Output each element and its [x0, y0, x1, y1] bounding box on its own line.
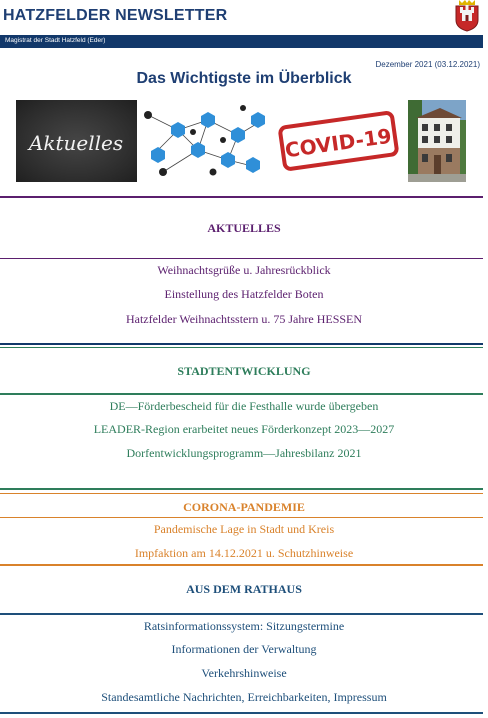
divider-orange-bottom [0, 564, 483, 566]
network-icons-image [138, 100, 271, 182]
header-subtitle: Magistrat der Stadt Hatzfeld (Eder) [5, 37, 106, 44]
link-aktuelles-1[interactable]: Weihnachtsgrüße u. Jahresrückblick [157, 263, 331, 277]
town-crest-icon [453, 0, 481, 32]
headline: Das Wichtigste im Überblick [136, 70, 352, 87]
divider-blue-bottom [0, 712, 483, 714]
section-title-corona: CORONA-PANDEMIE [183, 500, 305, 514]
link-stadtentwicklung-1[interactable]: DE—Förderbescheid für die Festhalle wurde übergeben [109, 399, 379, 413]
link-aktuelles-2[interactable]: Einstellung des Hatzfelder Boten [164, 287, 324, 301]
section-title-rathaus: AUS DEM RATHAUS [186, 582, 302, 596]
divider-green-top [0, 347, 483, 348]
link-stadtentwicklung-2[interactable]: LEADER-Region erarbeitet neues Förderkonzept 2023—2027 [93, 422, 395, 436]
divider-purple [0, 258, 483, 259]
link-corona-2[interactable]: Impfaktion am 14.12.2021 u. Schutzhinweise [134, 546, 354, 560]
link-aktuelles-3[interactable]: Hatzfelder Weihnachtsstern u. 75 Jahre HESSEN [125, 312, 363, 326]
divider-purple-top [0, 196, 483, 198]
divider-blue [0, 613, 483, 615]
section-title-stadtentwicklung: STADTENTWICKLUNG [177, 364, 311, 378]
link-rathaus-4[interactable]: Standesamtliche Nachrichten, Erreichbarkeiten, Impressum [101, 690, 387, 704]
link-corona-1[interactable]: Pandemische Lage in Stadt und Kreis [153, 522, 335, 536]
divider-orange-top [0, 493, 483, 494]
covid-stamp-image [272, 100, 405, 182]
issue-date: Dezember 2021 (03.12.2021) [375, 60, 480, 69]
divider-navy [0, 343, 483, 345]
header-subtitle-bar [0, 35, 483, 48]
newsletter-header [0, 0, 488, 34]
link-rathaus-2[interactable]: Informationen der Verwaltung [171, 642, 317, 656]
divider-green [0, 393, 483, 395]
covid-stamp-text: COVID-19 [283, 123, 394, 163]
divider-orange [0, 517, 483, 518]
link-rathaus-1[interactable]: Ratsinformationssystem: Sitzungstermine [143, 619, 345, 633]
section-title-aktuelles: AKTUELLES [207, 221, 281, 235]
chalkboard-aktuelles-image [16, 100, 137, 182]
divider-green-bottom [0, 488, 483, 490]
newsletter-title: HATZFELDER NEWSLETTER [3, 7, 228, 24]
building-photo-image [408, 100, 466, 182]
chalkboard-text: Aktuelles [28, 131, 124, 155]
link-rathaus-3[interactable]: Verkehrshinweise [201, 666, 287, 680]
link-stadtentwicklung-3[interactable]: Dorfentwicklungsprogramm—Jahresbilanz 2021 [126, 446, 362, 460]
